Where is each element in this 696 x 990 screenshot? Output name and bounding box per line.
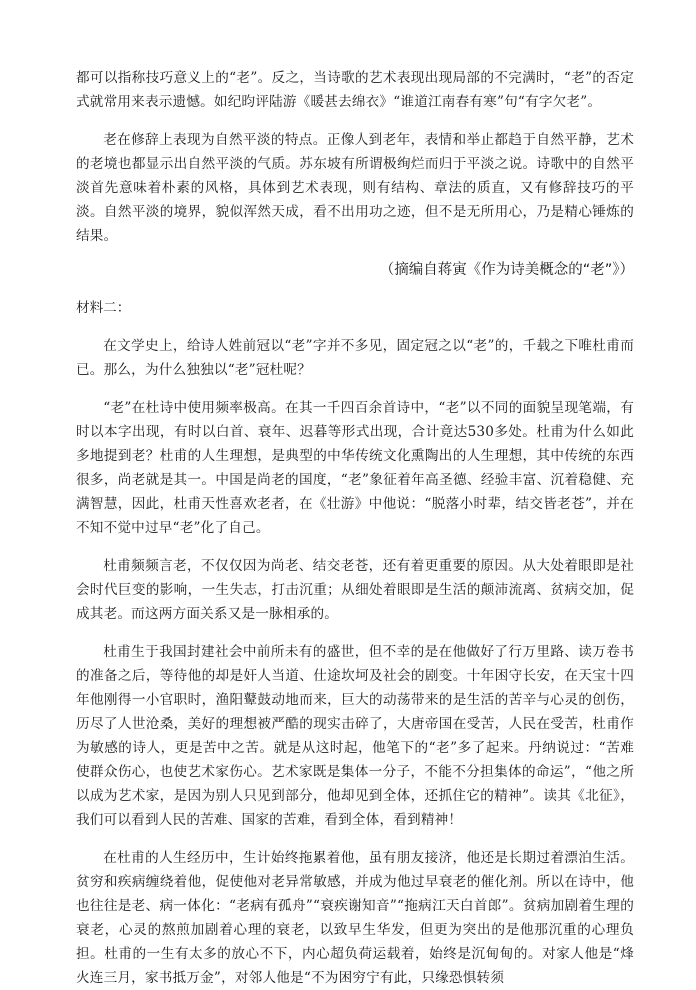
material-two-paragraph-5: 在杜甫的人生经历中，生计始终拖累着他，虽有朋友接济，他还是长期过着漂泊生活。贫穷和疾病缠绕着他，促使他对老异常敏感，并成为他过早衰老的催化剂。所以在诗中，他也往往是老、病一体化：“老病有孤舟”“衰疾谢知音”“拖病江天白首郎”。贫病加剧着生理的衰老，心灵的熬煎加剧着心理的衰老，以致早生华发，但更为突出的是他那沉重的心理负担。杜甫的一生有太多的放心不下，内心超负荷运载着，始终是沉甸甸的。对家人他是“烽火连三月，家书抵万金”，对邻人他是“不为困穷宁有此，只缘恐惧转须 (76, 850, 634, 986)
material-two-heading: 材料二： (76, 300, 131, 316)
material-two-paragraph-2: “老”在杜诗中使用频率极高。在其一千四百余首诗中，“老”以不同的面貌呈现笔端，有时以本字出现，有时以白首、衰年、迟暮等形式出现，合计竟达530多处。杜甫为什么如此多地提到老？杜甫的人生理想，是典型的中华传统文化熏陶出的人生理想，其中传统的东西很多，尚老就是其一。中国是尚老的国度，“老”象征着年高圣德、经验丰富、沉着稳健、充满智慧，因此，杜甫天性喜欢老者，在《壮游》中他说：“脱落小时辈，结交皆老苍”，并在不知不觉中过早“老”化了自己。 (76, 400, 634, 536)
material-two-paragraph-1: 在文学史上，给诗人姓前冠以“老”字并不多见，固定冠之以“老”的，千载之下唯杜甫而已。那么，为什么独独以“老”冠杜呢？ (76, 338, 634, 378)
material-two-paragraph-4: 杜甫生于我国封建社会中前所未有的盛世，但不幸的是在他做好了行万里路、读万卷书的准备之后，等待他的却是奸人当道、仕途坎坷及社会的剧变。十年困守长安，在天宝十四年他刚得一小官职时，渔阳鼙鼓动地而来，巨大的动荡带来的是生活的苦辛与心灵的创伤，历尽了人世沧桑，美好的理想被严酷的现实击碎了，大唐帝国在受苦，人民在受苦，杜甫作为敏感的诗人，更是苦中之苦。就是从这时起，他笔下的“老”多了起来。丹纳说过：“苦难使群众伤心，也使艺术家伤心。艺术家既是集体一分子，不能不分担集体的命运”，“他之所以成为艺术家，是因为别人只见到部分，他却见到全体，还抓住它的精神”。读其《北征》，我们可以看到人民的苦难、国家的苦难，看到全体，看到精神！ (76, 644, 634, 828)
intro-paragraph: 都可以指称技巧意义上的“老”。反之，当诗歌的艺术表现出现局部的不完满时，“老”的否定式就常用来表示遗憾。如纪昀评陆游《暖甚去绵衣》“谁道江南春有寒”句“有字欠老”。 (76, 70, 634, 110)
material-two-paragraph-3: 杜甫频频言老，不仅仅因为尚老、结交老苍，还有着更重要的原因。从大处着眼即是社会时代巨变的影响，一生失志，打击沉重；从细处着眼即是生活的颠沛流离、贫病交加，促成其老。而这两方面关系又是一脉相承的。 (76, 558, 634, 622)
natural-plainness-paragraph: 老在修辞上表现为自然平淡的特点。正像人到老年，表情和举止都趋于自然平静，艺术的老境也都显示出自然平淡的气质。苏东坡有所谓极绚烂而归于平淡之说。诗歌中的自然平淡首先意味着朴素的风格，具体到艺术表现，则有结构、章法的质直，又有修辞技巧的平淡。自然平淡的境界，貌似浑然天成，看不出用功之迹，但不是无所用心，乃是精心锤炼的结果。 (76, 132, 634, 244)
source-citation: （摘编自蒋寅《作为诗美概念的“老”》） (379, 262, 634, 278)
